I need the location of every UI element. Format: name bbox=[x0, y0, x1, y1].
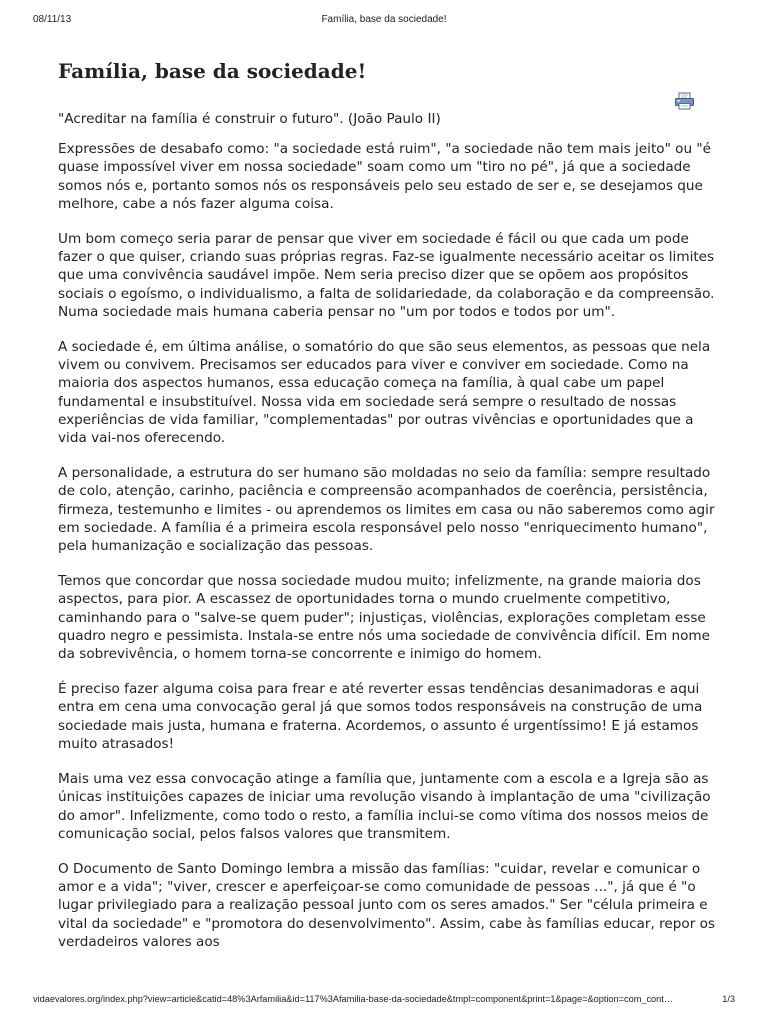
print-header bbox=[33, 14, 735, 28]
article-paragraph-7: Mais uma vez essa convocação atinge a família que, juntamente com a escola e a Igreja são as únicas instituições capazes de iniciar uma revolução visando à implantação de uma "civilização do amor". Infelizmente, como todo o resto, a família inclui-se como vítima dos nossos meios de comunicação social, pelos falsos valores que transmitem. bbox=[58, 771, 711, 842]
page-url: vidaevalores.org/index.php?view=article&catid=48%3Arfamilia&id=117%3Afamilia-base-da-sociedade&tmpl=component&print=1&page=&option=com_cont… bbox=[33, 994, 674, 1004]
print-footer bbox=[33, 994, 735, 1008]
page-number: 1/3 bbox=[722, 994, 735, 1004]
article-paragraph-6: É preciso fazer alguma coisa para frear e até reverter essas tendências desanimadoras e aqui entra em cena uma convocação geral já que somos todos responsáveis na construção de uma sociedade mais justa, humana e fraterna. Acordemos, o assunto é urgentíssimo! E já estamos muito atrasados! bbox=[58, 681, 703, 752]
article-paragraph-5: Temos que concordar que nossa sociedade mudou muito; infelizmente, na grande maioria dos aspectos, para pior. A escassez de oportunidades torna o mundo cruelmente competitivo, caminhando para o "salve-se quem puder"; injustiças, violências, explorações completam esse quadro negro e pessimista. Instala-se entre nós uma sociedade de convivência difícil. Em nome da sobrevivência, o homem torna-se concorrente e inimigo do homem. bbox=[58, 573, 711, 663]
article-title: Família, base da sociedade! bbox=[58, 59, 367, 83]
article-body bbox=[58, 110, 716, 951]
article-paragraph-4: A personalidade, a estrutura do ser humano são moldadas no seio da família: sempre resultado de colo, atenção, carinho, paciência e compreensão acompanhados de coerência, persistência, firmeza, testemunho e limites - ou aprendemos os limites em casa ou não saberemos como agir em sociedade. A família é a primeira escola responsável pelo nosso "enriquecimento humano", pela humanização e socialização das pessoas. bbox=[58, 465, 715, 555]
article-paragraph-2: Um bom começo seria parar de pensar que viver em sociedade é fácil ou que cada um pode fazer o que quiser, criando suas próprias regras. Faz-se igualmente necessário aceitar os limites que uma convivência saudável impõe. Nem seria preciso dizer que se opõem aos propósitos sociais o egoísmo, o individualismo, a falta de solidariedade, da colaboração e da compreensão. Numa sociedade mais humana caberia pensar no "um por todos e todos por um". bbox=[58, 231, 715, 320]
printer-icon[interactable] bbox=[674, 92, 696, 110]
article-quote: "Acreditar na família é construir o futuro". (João Paulo II) bbox=[58, 111, 441, 127]
article-paragraph-3: A sociedade é, em última análise, o somatório do que são seus elementos, as pessoas que nela vivem ou convivem. Precisamos ser educados para viver e conviver em sociedade. Como na maioria dos aspectos humanos, essa educação começa na família, à qual cabe um papel fundamental e insubstituível. Nossa vida em sociedade será sempre o resultado de nossas experiências de vida familiar, "complementadas" por outras vivências e oportunidades que a vida vai-nos oferecendo. bbox=[58, 339, 711, 447]
article-paragraph-1: Expressões de desabafo como: "a sociedade está ruim", "a sociedade não tem mais jeito" ou "é quase impossível viver em nossa sociedade" soam como um "tiro no pé", já que a sociedade somos nós e, portanto somos nós os responsáveis pelo seu estado de ser e, se desejamos que melhore, cabe a nós fazer alguma coisa. bbox=[58, 141, 712, 212]
article bbox=[58, 58, 716, 968]
print-page-title: Família, base da sociedade! bbox=[321, 14, 447, 25]
article-paragraph-8: O Documento de Santo Domingo lembra a missão das famílias: "cuidar, revelar e comunicar o amor e a vida"; "viver, crescer e aperfeiçoar-se como comunidade de pessoas ...", já que é "o lugar privilegiado para a realização pessoal junto com os seres amados." Ser "célula primeira e vital da sociedade" e "promotora do desenvolvimento". Assim, cabe às famílias educar, repor os verdadeiros valores aos bbox=[58, 860, 716, 950]
print-date: 08/11/13 bbox=[33, 14, 72, 25]
